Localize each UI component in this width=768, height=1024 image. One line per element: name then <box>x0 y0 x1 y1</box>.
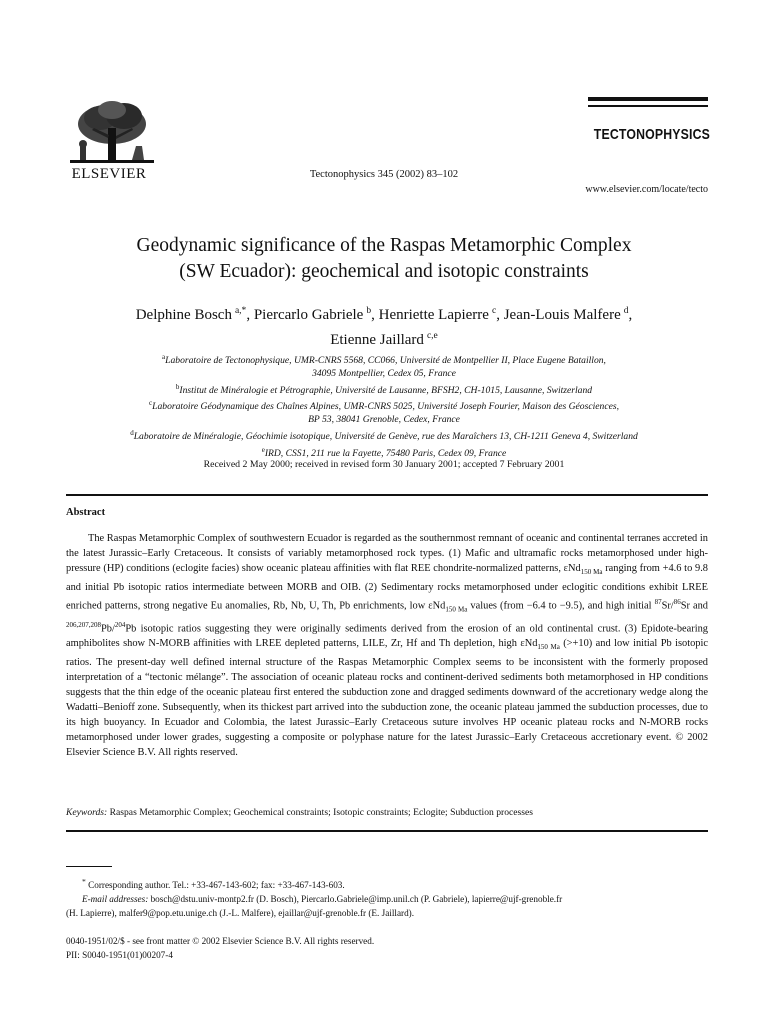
abstract-bottom-rule <box>66 830 708 832</box>
abstract-text: ranging from +4.6 to 9.8 and initial Pb isotopic ratios intermediate between MORB and OIB. (2) Sedimentary rocks metamorphosed under eclogitic conditions exhibit LREE enriched patterns, strong negative Eu anomalies, Rb, Nb, U, Th, Pb enrichments, low εNd <box>66 563 708 612</box>
abstract-subscript: 150 Ma <box>537 643 560 652</box>
affiliation-item <box>60 351 708 368</box>
title-line-1: Geodynamic significance of the Raspas Metamorphic Complex <box>136 235 632 256</box>
abstract-text: Sr and <box>680 600 708 612</box>
author-affiliation-mark[interactable]: a,* <box>234 306 247 316</box>
email-addresses <box>66 892 708 906</box>
author-list <box>60 301 708 351</box>
corresponding-author-text: Corresponding author. Tel.: +33-467-143-602; fax: +33-467-143-603. <box>85 880 345 891</box>
abstract-superscript: 87 <box>654 598 662 607</box>
footnotes <box>66 875 708 920</box>
affiliation-text: Laboratoire Géodynamique des Chaînes Alpines, UMR-CNRS 5025, Université Joseph Fourier, Maison des Géosciences, <box>152 401 619 413</box>
abstract-body <box>66 531 708 760</box>
pii-line: PII: S0040-1951(01)00207-4 <box>66 950 173 960</box>
affiliation-item <box>60 427 708 444</box>
affiliation-item <box>60 381 708 398</box>
abstract-superscript: 204 <box>114 620 126 629</box>
author-affiliation-mark[interactable]: c,e <box>426 331 438 341</box>
affiliation-item: BP 53, 38041 Grenoble, Cedex, France <box>308 414 460 426</box>
header-rule-thin <box>588 105 708 107</box>
author-separator: , <box>246 307 254 323</box>
abstract-subscript: 150 Ma <box>445 605 468 614</box>
affiliation-mark: b <box>175 382 180 391</box>
affiliation-mark: e <box>261 445 265 454</box>
author-affiliation-mark[interactable]: b <box>366 306 372 316</box>
abstract-superscript: 206,207,208 <box>66 620 101 629</box>
keywords-label: Keywords: <box>66 807 108 818</box>
abstract-heading: Abstract <box>66 507 106 518</box>
affiliation-text: IRD, CSS1, 211 rue la Fayette, 75480 Paris, Cedex 09, France <box>264 448 507 460</box>
abstract-subscript: 150 Ma <box>580 568 603 577</box>
author-affiliation-mark[interactable]: c <box>491 306 497 316</box>
abstract-text: values (from −6.4 to −9.5), and high initial <box>467 600 655 612</box>
author-name: Etienne Jaillard <box>330 332 424 348</box>
email-addresses-continued[interactable]: (H. Lapierre), malfer9@pop.etu.unige.ch (J.-L. Malfere), ejaillar@ujf-grenoble.fr (E. Jaillard). <box>66 908 415 919</box>
affiliation-text: Laboratoire de Minéralogie, Géochimie isotopique, Université de Genève, rue des Maraîchers 13, CH-1211 Geneva 4, Switzerland <box>133 431 638 443</box>
copyright-line: 0040-1951/02/$ - see front matter © 2002 Elsevier Science B.V. All rights reserved. <box>66 936 375 946</box>
front-matter <box>66 934 374 962</box>
author-name: Henriette Lapierre <box>378 307 489 323</box>
keywords <box>66 807 708 818</box>
author-name: Jean-Louis Malfere <box>503 307 621 323</box>
journal-url-link[interactable]: www.elsevier.com/locate/tecto <box>585 184 708 195</box>
author-separator: , <box>628 307 633 323</box>
abstract-top-rule <box>66 494 708 496</box>
footnote-star: * <box>82 877 86 886</box>
email-text[interactable]: bosch@dstu.univ-montp2.fr (D. Bosch), Piercarlo.Gabriele@imp.unil.ch (P. Gabriele), lapierre@ujf-grenoble.fr <box>148 894 563 905</box>
email-label: E-mail addresses: <box>82 894 149 905</box>
received-dates: Received 2 May 2000; received in revised form 30 January 2001; accepted 7 February 2001 <box>203 459 565 470</box>
abstract-text: (>+10) and low initial Pb isotopic ratios. The present-day well defined internal structure of the Raspas Metamorphic Complex seems to be inconsistent with the formerly proposed interpretation of a “tectonic mélange”. The association of oceanic plateau rocks and continent-derived sediments both metamorphosed in HP conditions suggests that the thin edge of the oceanic plateau first entered the subduction zone and dragged sediments downward of the accretionary wedge along the Wadatti–Benioff zone. Subsequently, when its thickest part arrived into the subduction zone, the oceanic plateau jammed the subduction processes, due to its high buoyancy. In Ecuador and Colombia, the latest Jurassic–Early Cretaceous suture involves HP oceanic plateau rocks and N-MORB rocks metamorphosed under lower grades, suggesting a composite or polyphase nature for the latest Jurassic–Early Cretaceous accretionary event. © 2002 Elsevier Science B.V. All rights reserved. <box>66 638 709 759</box>
title-line-2: (SW Ecuador): geochemical and isotopic constraints <box>179 261 589 282</box>
affiliation-mark: a <box>162 353 166 361</box>
paper-title <box>60 233 708 285</box>
author-affiliation-mark[interactable]: d <box>623 306 629 316</box>
affiliation-mark: d <box>130 429 134 438</box>
journal-name: TECTONOPHYSICS <box>593 126 710 143</box>
affiliation-text: Institut de Minéralogie et Pétrographie, Université de Lausanne, BFSH2, CH-1015, Lausanne, Switzerland <box>179 384 593 396</box>
abstract-text: The Raspas Metamorphic Complex of southwestern Ecuador is regarded as the southernmost remnant of oceanic and continental terranes accreted in the latest Jurassic–Early Cretaceous. It consists of variably metamorphosed rock types. (1) Mafic and ultramafic rocks metamorphosed under high-pressure (HP) conditions (eclogite facies) show oceanic plateau affinities with flat REE chondrite-normalized patterns, εNd <box>66 533 708 574</box>
footnote-rule <box>66 866 112 867</box>
author-name: Piercarlo Gabriele <box>253 307 364 323</box>
author-separator: , <box>496 307 504 323</box>
publisher-name: ELSEVIER <box>71 166 147 182</box>
author-name: Delphine Bosch <box>135 307 232 323</box>
journal-citation: Tectonophysics 345 (2002) 83–102 <box>309 169 459 180</box>
abstract-text: Sr/ <box>661 600 674 612</box>
header-rule-thick <box>588 97 708 101</box>
affiliation-item <box>60 397 708 414</box>
abstract-text: Pb isotopic ratios suggesting they were originally sediments derived from the erosion of an old continental crust. (3) Epidote-bearing amphibolites show N-MORB affinities with LREE depleted patterns, LILE, Zr, Hf and Th depletion, high εNd <box>66 623 708 650</box>
affiliation-item: 34095 Montpellier, Cedex 05, France <box>312 367 456 379</box>
abstract-text: Pb/ <box>101 623 115 635</box>
affiliation-mark: c <box>149 399 153 408</box>
keywords-text: Raspas Metamorphic Complex; Geochemical constraints; Isotopic constraints; Eclogite; Subduction processes <box>107 807 533 818</box>
affiliation-text: Laboratoire de Tectonophysique, UMR-CNRS 5568, CC066, Université de Montpellier II, Place Eugene Bataillon, <box>165 355 606 367</box>
abstract-superscript: 86 <box>673 598 681 607</box>
corresponding-author-note <box>66 875 708 892</box>
affiliation-list <box>60 351 708 461</box>
author-separator: , <box>371 307 379 323</box>
